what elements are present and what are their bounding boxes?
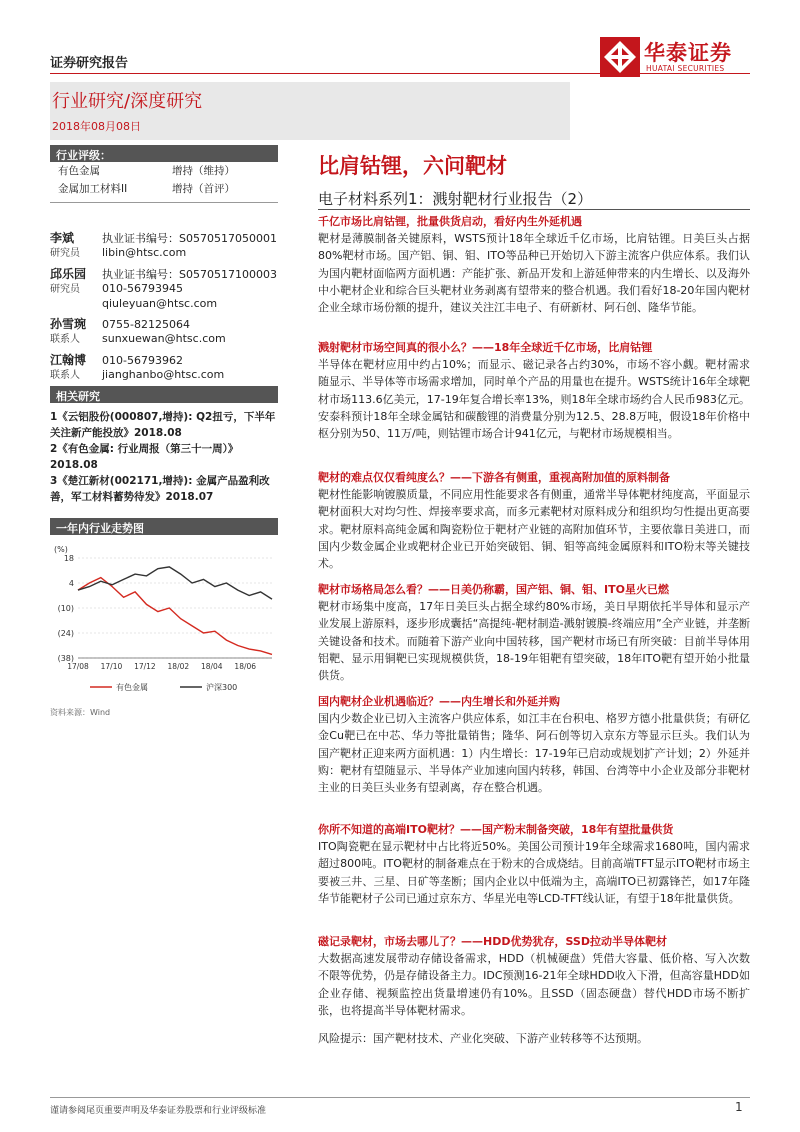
section-heading: 靶材的难点仅仅看纯度么？——下游各有侧重，重视高附加值的原料制备 [318, 471, 670, 484]
y-axis-unit: (%) [54, 545, 68, 554]
rating-sector: 金属加工材料II [58, 183, 128, 195]
analyst-role: 联系人 [50, 370, 80, 381]
related-item[interactable]: 3《楚江新材(002171,增持): 金属产品盈利改善，军工材料蓄势待发》2018.07 [50, 475, 270, 503]
section-heading: 靶材市场格局怎么看？——日美仍称霸，国产铝、铜、钼、ITO星火已燃 [318, 583, 669, 596]
related-item[interactable]: 2《有色金属: 行业周报（第三十一周）》2018.08 [50, 443, 239, 471]
analyst-name: 孙雪琬 [50, 317, 87, 331]
y-tick-label: (10) [57, 604, 74, 613]
trend-section [50, 518, 278, 535]
summary-section [318, 214, 750, 316]
analyst-entry [50, 231, 290, 261]
rating-section [50, 145, 278, 203]
analyst-list [50, 231, 290, 383]
analyst-email[interactable]: libin@htsc.com [102, 246, 187, 259]
x-tick-label: 17/12 [134, 662, 156, 671]
y-tick-label: (38) [57, 654, 74, 663]
header-divider [50, 73, 750, 74]
huatai-logo [600, 37, 760, 77]
rating-value: 增持（维持） [172, 165, 235, 177]
analyst-role: 联系人 [50, 334, 80, 345]
analyst-email[interactable]: sunxuewan@htsc.com [102, 332, 226, 345]
analyst-phone: 0755-82125064 [102, 318, 190, 331]
series-line-nonferrous [78, 578, 272, 655]
analyst-role: 研究员 [50, 284, 80, 295]
analyst-entry [50, 267, 290, 311]
rating-divider [50, 202, 278, 203]
summary-section [318, 822, 750, 907]
x-tick-label: 17/08 [67, 662, 89, 671]
footer-divider [50, 1097, 750, 1098]
analyst-email[interactable]: jianghanbo@htsc.com [102, 368, 225, 381]
report-type: 证券研究报告 [50, 56, 129, 71]
section-heading: 国内靶材企业机遇临近？——内生增长和外延并购 [318, 695, 560, 708]
rating-row [50, 180, 278, 198]
report-title: 比肩钴锂，六问靶材 [318, 154, 507, 178]
logo-text-cn: 华泰证券 [644, 41, 732, 65]
summary-section [318, 470, 750, 572]
x-tick-label: 18/06 [234, 662, 257, 671]
summary-section [318, 340, 750, 442]
subtitle-divider [318, 209, 750, 210]
huatai-logo-icon [600, 37, 640, 77]
trend-chart [50, 540, 278, 700]
rating-heading: 行业评级： [50, 145, 278, 162]
section-body: 靶材性能影响镀膜质量，不同应用性能要求各有侧重，通常半导体靶材纯度高，平面显示靶材面积大对均匀性、焊接率要求高，而多元素靶材对原料成分和组织均匀性提出更高要求。靶材原料高纯金属和陶瓷粉位于靶材产业链的高附加值环节，主要依靠日美进口，而国内少数金属企业或靶材企业已开始突破铝、铜、钼等高纯金属原料和ITO粉末等关键技术。 [318, 488, 750, 571]
analyst-email[interactable]: qiuleyuan@htsc.com [102, 297, 218, 310]
summary-section [318, 694, 750, 796]
report-category: 行业研究/深度研究 [52, 91, 203, 112]
analyst-name: 江翰博 [50, 353, 87, 367]
analyst-phone: 010-56793962 [102, 354, 183, 367]
analyst-phone: 010-56793945 [102, 282, 183, 295]
section-body: 国内少数企业已切入主流客户供应体系，如江丰在台积电、格罗方德小批量供货；有研亿金Cu靶已在中芯、华力等批量销售；隆华、阿石创等切入京东方等显示巨头。我们认为国产靶材正迎来两方面机遇：1）内生增长：17-19年已启动或规划扩产计划；2）外延并购：靶材有望随显示、半导体产业加速向国内转移，韩国、台湾等中小企业及部分非靶材主业的日美巨头业务有望剥离，存在整合机遇。 [318, 712, 750, 795]
section-heading: 你所不知道的高端ITO靶材？——国产粉末制备突破，18年有望批量供货 [318, 823, 674, 836]
section-body: ITO陶瓷靶在显示靶材中占比将近50%。美国公司预计19年全球需求1680吨，国内需求超过800吨。ITO靶材的制备难点在于粉末的合成烧结。目前高端TFT显示ITO靶材市场主要被三井、三星、日矿等垄断；国内企业以中低端为主，高端ITO已初露锋芒，如17年隆华节能靶材子公司已通过京东方、华星光电等LCD-TFT线认证，有望于18年批量供货。 [318, 840, 750, 905]
section-heading: 千亿市场比肩钴锂，批量供货启动，看好内生外延机遇 [318, 215, 582, 228]
section-heading: 磁记录靶材，市场去哪儿了？——HDD优势犹存，SSD拉动半导体靶材 [318, 935, 667, 948]
rating-row [50, 162, 278, 180]
section-heading: 溅射靶材市场空间真的很小么？——18年全球近千亿市场，比肩钴锂 [318, 341, 653, 354]
chart-source: 资料来源：Wind [50, 708, 111, 717]
legend-label: 沪深300 [206, 683, 238, 692]
rating-sector: 有色金属 [58, 165, 100, 177]
legend-label: 有色金属 [116, 683, 148, 692]
analyst-entry [50, 317, 290, 347]
summary-section [318, 582, 750, 684]
logo-text-en: HUATAI SECURITIES [646, 64, 725, 73]
analyst-role: 研究员 [50, 248, 80, 259]
x-tick-label: 18/04 [200, 662, 223, 671]
footer-disclaimer[interactable]: 谨请参阅尾页重要声明及华泰证券股票和行业评级标准 [50, 1106, 267, 1116]
analyst-cert: 执业证书编号：S0570517100003 [102, 268, 277, 281]
report-date: 2018年08月08日 [52, 120, 141, 133]
x-tick-label: 17/10 [100, 662, 123, 671]
related-research [50, 386, 278, 505]
related-heading: 相关研究 [50, 386, 278, 403]
analyst-cert: 执业证书编号：S0570517050001 [102, 232, 277, 245]
analyst-name: 邱乐园 [50, 267, 87, 281]
summary-section [318, 934, 750, 1019]
y-tick-label: 4 [68, 579, 74, 588]
rating-value: 增持（首评） [172, 183, 235, 195]
y-tick-label: (24) [57, 629, 74, 638]
risk-warning: 风险提示：国产靶材技术、产业化突破、下游产业转移等不达预期。 [318, 1032, 648, 1045]
analyst-entry [50, 353, 290, 383]
section-body: 大数据高速发展带动存储设备需求，HDD（机械硬盘）凭借大容量、低价格、写入次数不限等优势，仍是存储设备主力。IDC预测16-21年全球HDD收入下滑，但高容量HDD如企业存储、视频监控出货量增速仍有10%。且SSD（固态硬盘）替代HDD市场不断扩张，也将提高半导体靶材需求。 [318, 952, 750, 1017]
section-body: 半导体在靶材应用中约占10%；而显示、磁记录各占约30%，市场不容小觑。靶材需求随显示、半导体等市场需求增加，同时单个产品的用量也在提升。WSTS统计16年全球靶材市场113.6亿美元，17-19年复合增长率13%，则18年全球市场约合人民币983亿元。安泰科预计18年全球金属钴和碳酸锂的消费量分别为12.5、28.8万吨，假设18年价格中枢分别为50、11万/吨，则钴锂市场合计941亿元，与靶材市场规模相当。 [318, 358, 750, 441]
report-subtitle: 电子材料系列1：溅射靶材行业报告（2） [318, 190, 593, 208]
page-number: 1 [735, 1100, 743, 1114]
related-item[interactable]: 1《云铝股份(000807,增持): Q2扭亏，下半年关注新产能投放》2018.08 [50, 411, 276, 439]
trend-heading: 一年内行业走势图 [50, 518, 278, 535]
section-body: 靶材市场集中度高，17年日美巨头占据全球约80%市场，美日早期依托半导体和显示产业发展上游原料，逐步形成囊括“高提纯-靶材制造-溅射镀膜-终端应用”全产业链，并垄断关键设备和技术。而随着下游产业向中国转移，国产靶材市场已有所突破：目前半导体用铝靶、显示用铜靶已实现规模供货，18-19年钼靶有望突破，18年ITO靶有望开始小批量供货。 [318, 600, 750, 683]
x-tick-label: 18/02 [167, 662, 190, 671]
section-body: 靶材是薄膜制备关键原料，WSTS预计18年全球近千亿市场，比肩钴锂。日美巨头占据80%靶材市场。国产铝、铜、钼、ITO等品种已开始切入下游主流客户供应体系。我们认为国内靶材面临两方面机遇：产能扩张、新品开发和上游延伸带来的内生增长、以及海外中小靶材企业和综合巨头靶材业务剥离有望带来的整合机遇。我们看好18-20年国内靶材企业全球市场份额的提升，建议关注江丰电子、有研新材、阿石创、隆华节能。 [318, 232, 750, 315]
analyst-name: 李斌 [50, 231, 75, 245]
y-tick-label: 18 [63, 554, 74, 563]
